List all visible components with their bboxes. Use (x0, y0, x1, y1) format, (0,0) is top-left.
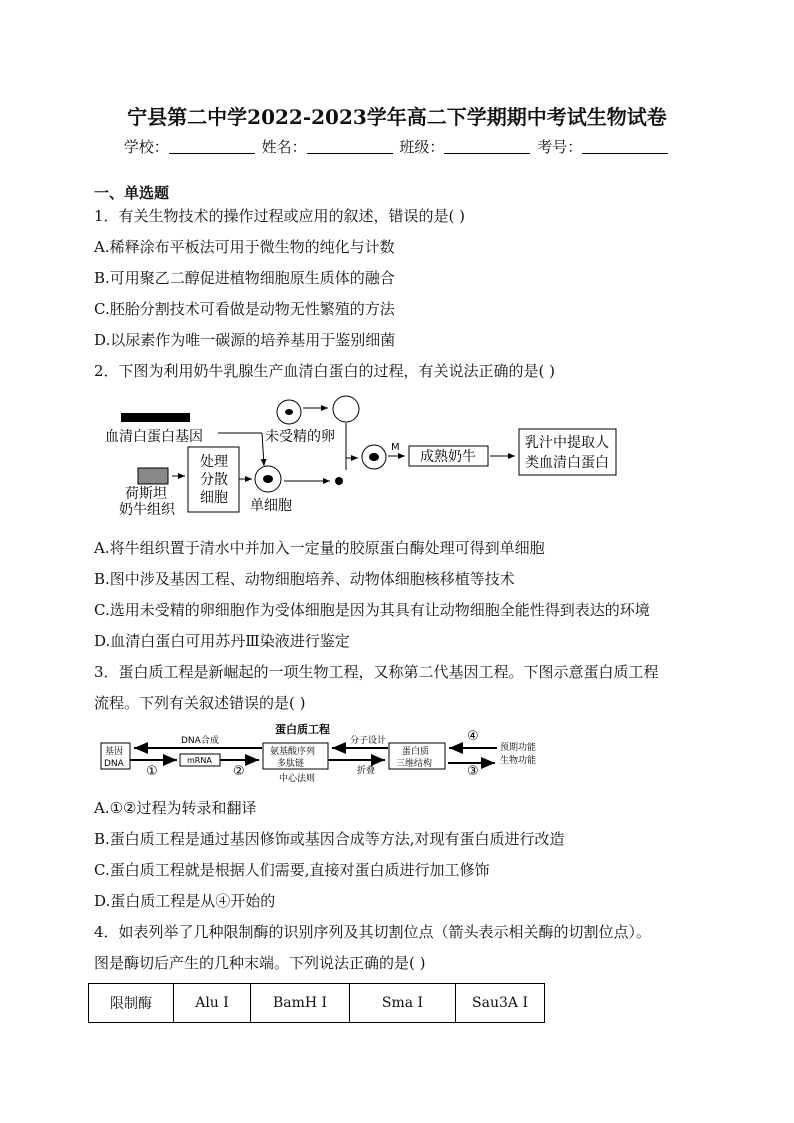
cow-label: 成熟奶牛 (420, 449, 476, 465)
egg-nucleus (285, 409, 293, 415)
q2-option-d: D.血清白蛋白可用苏丹Ⅲ染液进行鉴定 (94, 632, 350, 650)
q1-option-b: B.可用聚乙二醇促进植物细胞原生质体的融合 (94, 269, 395, 287)
q3-diagram (0, 718, 794, 790)
q2-stem: 2．下图为利用奶牛乳腺生产血清白蛋白的过程，有关说法正确的是( ) (94, 362, 556, 380)
dna-label-1: 基因 (105, 747, 124, 757)
table-header-cell: Alu Ⅰ (174, 984, 251, 1023)
gene-bar (121, 413, 190, 422)
aa-label-1: 氨基酸序列 (270, 747, 316, 757)
treat-label-1: 处理 (200, 454, 228, 470)
extract-label-1: 乳汁中提取人 (525, 435, 609, 451)
m-label: M (391, 442, 400, 453)
func-label-2: 生物功能 (500, 756, 537, 766)
central-label: 中心法则 (279, 774, 316, 784)
q1-option-a: A.稀释涂布平板法可用于微生物的纯化与计数 (94, 238, 395, 256)
tissue-label-1: 荷斯坦 (125, 486, 167, 502)
q3-option-d: D.蛋白质工程是从④开始的 (94, 892, 276, 910)
tissue-label-2: 奶牛组织 (119, 502, 175, 518)
school-blank (169, 139, 255, 154)
single-cell-nucleus (263, 475, 273, 483)
func-label-1: 预期功能 (500, 743, 537, 753)
fold-label: 折叠 (357, 766, 376, 776)
q1-stem: 1．有关生物技术的操作过程或应用的叙述，错误的是( ) (94, 207, 466, 225)
enzyme-table (88, 983, 545, 1023)
student-info-line (0, 136, 794, 157)
number-blank (582, 139, 668, 154)
step-3: ③ (467, 764, 479, 779)
page-title: 宁县第二中学2022-2023学年高二下学期期中考试生物试卷 (127, 105, 667, 129)
name-label: 姓名： (261, 138, 307, 156)
q2-option-c: C.选用未受精的卵细胞作为受体细胞是因为其具有让动物细胞全能性得到表达的环境 (94, 601, 650, 619)
step-4: ④ (467, 729, 479, 744)
q2-diagram (0, 390, 794, 525)
q2-option-a: A.将牛组织置于清水中并加入一定量的胶原蛋白酶处理可得到单细胞 (94, 539, 545, 557)
table-header-cell: Sau3A Ⅰ (456, 984, 545, 1023)
q3-stem-line2: 流程。下列有关叙述错误的是( ) (94, 694, 306, 712)
dna-syn-label: DNA合成 (181, 736, 219, 746)
q4-stem-line1: 4．如表列举了几种限制酶的识别序列及其切割位点（箭头表示相关酶的切割位点）。 (94, 923, 652, 941)
q3-stem-line1: 3．蛋白质工程是新崛起的一项生物工程，又称第二代基因工程。下图示意蛋白质工程 (94, 663, 659, 681)
number-label: 考号： (537, 138, 583, 156)
tissue-block (138, 468, 168, 484)
table-header-cell: BamH Ⅰ (251, 984, 350, 1023)
mrna-label: mRNA (187, 756, 212, 765)
prot-label-2: 三维结构 (396, 759, 433, 769)
step-1: ① (146, 764, 158, 779)
enucleated-egg (333, 396, 359, 422)
q2-option-b: B.图中涉及基因工程、动物细胞培养、动物体细胞核移植等技术 (94, 570, 515, 588)
embryo-nucleus (369, 453, 379, 461)
table-header-cell: 限制酶 (89, 984, 174, 1023)
unfert-label: 未受精的卵 (265, 429, 335, 445)
table-header-row (89, 984, 545, 1023)
mol-label: 分子设计 (350, 736, 387, 746)
q1-option-c: C.胚胎分割技术可看做是动物无性繁殖的方法 (94, 300, 395, 318)
aa-label-2: 多肽链 (277, 759, 305, 769)
school-label: 学校： (123, 138, 169, 156)
q3-option-c: C.蛋白质工程就是根据人们需要,直接对蛋白质进行加工修饰 (94, 861, 490, 879)
q1-option-d: D.以尿素作为唯一碳源的培养基用于鉴别细菌 (94, 331, 396, 349)
q3-diagram-title: 蛋白质工程 (275, 723, 330, 736)
dna-label-2: DNA (104, 759, 124, 769)
arrow-gene-single (262, 433, 264, 466)
treat-label-3: 细胞 (200, 490, 228, 506)
prot-label-1: 蛋白质 (402, 747, 430, 757)
treat-label-2: 分散 (200, 472, 228, 488)
section-heading: 一、单选题 (94, 184, 170, 202)
step-2: ② (233, 764, 245, 779)
q3-option-a: A.①②过程为转录和翻译 (94, 799, 257, 817)
class-blank (444, 139, 530, 154)
extract-label-2: 类血清白蛋白 (525, 455, 609, 471)
name-blank (307, 139, 393, 154)
table-header-cell: Sma Ⅰ (350, 984, 456, 1023)
class-label: 班级： (399, 138, 445, 156)
q3-option-b: B.蛋白质工程是通过基因修饰或基因合成等方法,对现有蛋白质进行改造 (94, 830, 565, 848)
q4-stem-line2: 图是酶切后产生的几种末端。下列说法正确的是( ) (94, 954, 426, 972)
single-label: 单细胞 (250, 498, 292, 514)
gene-label: 血清白蛋白基因 (105, 429, 203, 445)
reconstructed-cell (335, 477, 343, 485)
